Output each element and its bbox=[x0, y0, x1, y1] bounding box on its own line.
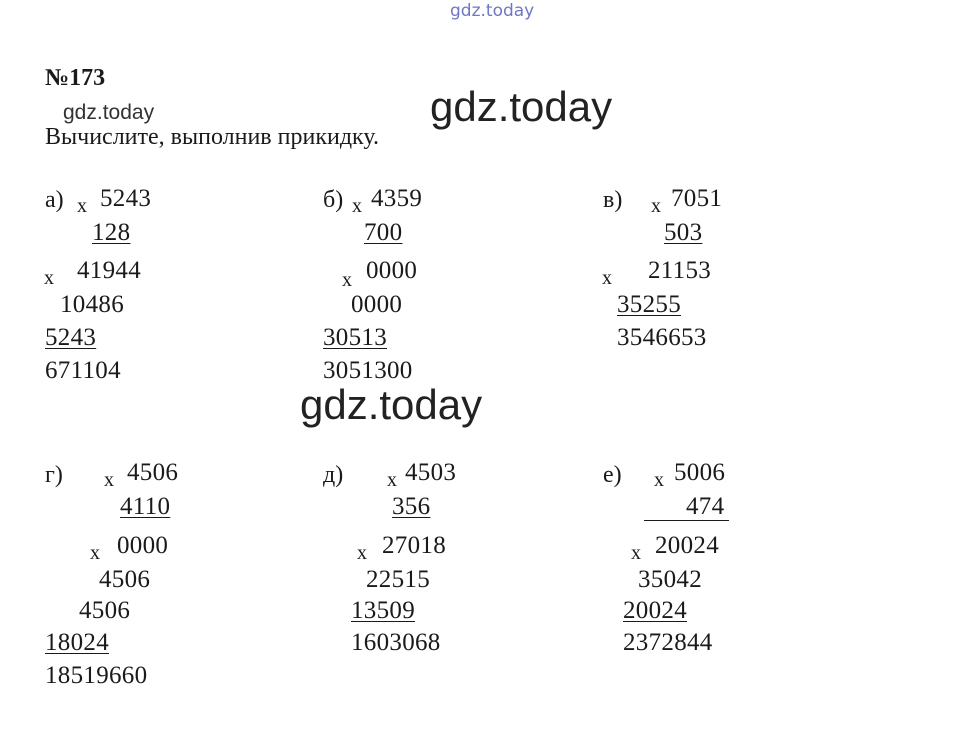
multiply-sign: x bbox=[631, 542, 641, 564]
problem-label: а) bbox=[45, 187, 64, 213]
problem-label: д) bbox=[323, 462, 344, 488]
partial-product: 10486 bbox=[60, 291, 124, 318]
partial-product: 0000 bbox=[351, 291, 403, 318]
problem-label: г) bbox=[45, 462, 63, 488]
multiply-sign: x bbox=[104, 469, 114, 491]
partial-product: 35255 bbox=[617, 291, 681, 318]
partial-product: 41944 bbox=[77, 257, 141, 284]
factor-1: 4506 bbox=[127, 459, 179, 486]
factor-1: 5006 bbox=[674, 459, 726, 486]
product-result: 671104 bbox=[45, 357, 121, 384]
partial-product: 22515 bbox=[366, 566, 430, 593]
watermark-small: gdz.today bbox=[63, 101, 155, 124]
partial-product: 18024 bbox=[45, 629, 109, 656]
multiply-sign: x bbox=[654, 469, 664, 491]
factor-2: 503 bbox=[664, 219, 703, 246]
partial-product: 0000 bbox=[366, 257, 418, 284]
factor-1: 4359 bbox=[371, 185, 423, 212]
factor-1: 5243 bbox=[100, 185, 152, 212]
watermark-large-middle: gdz.today bbox=[300, 381, 483, 428]
partial-product: 4506 bbox=[79, 597, 131, 624]
factor-2: 356 bbox=[392, 493, 431, 520]
multiply-sign: x bbox=[357, 542, 367, 564]
partial-product: 20024 bbox=[623, 597, 687, 624]
watermark-large-top: gdz.today bbox=[430, 83, 613, 130]
partial-product: 20024 bbox=[655, 532, 719, 559]
factor-2: 474 bbox=[686, 493, 725, 520]
factor-2: 4110 bbox=[120, 493, 171, 520]
partial-product: 21153 bbox=[648, 257, 712, 284]
multiply-sign: x bbox=[387, 469, 397, 491]
partial-product: 27018 bbox=[382, 532, 446, 559]
problem-label: в) bbox=[603, 187, 623, 213]
multiply-sign: x bbox=[342, 269, 352, 291]
multiply-sign: x bbox=[352, 195, 362, 217]
product-result: 18519660 bbox=[45, 662, 148, 689]
instruction-text: Вычислите, выполнив прикидку. bbox=[45, 124, 379, 150]
multiply-sign: x bbox=[602, 267, 612, 289]
multiply-sign: x bbox=[77, 195, 87, 217]
partial-product: 4506 bbox=[99, 566, 151, 593]
factor-1: 4503 bbox=[405, 459, 457, 486]
multiply-sign: x bbox=[90, 542, 100, 564]
factor-underline bbox=[644, 520, 729, 521]
factor-1: 7051 bbox=[671, 185, 723, 212]
partial-product: 30513 bbox=[323, 324, 387, 351]
product-result: 2372844 bbox=[623, 629, 713, 656]
factor-2: 700 bbox=[364, 219, 403, 246]
problem-label: е) bbox=[603, 462, 622, 488]
multiply-sign: x bbox=[44, 267, 54, 289]
partial-product: 35042 bbox=[638, 566, 702, 593]
exercise-number: №173 bbox=[45, 65, 106, 91]
partial-product: 13509 bbox=[351, 597, 415, 624]
product-result: 1603068 bbox=[351, 629, 441, 656]
problem-label: б) bbox=[323, 187, 344, 213]
product-result: 3546653 bbox=[617, 324, 707, 351]
factor-2: 128 bbox=[92, 219, 131, 246]
product-result: 3051300 bbox=[323, 357, 413, 384]
partial-product: 5243 bbox=[45, 324, 97, 351]
multiply-sign: x bbox=[651, 195, 661, 217]
partial-product: 0000 bbox=[117, 532, 169, 559]
watermark-top: gdz.today bbox=[450, 1, 535, 21]
